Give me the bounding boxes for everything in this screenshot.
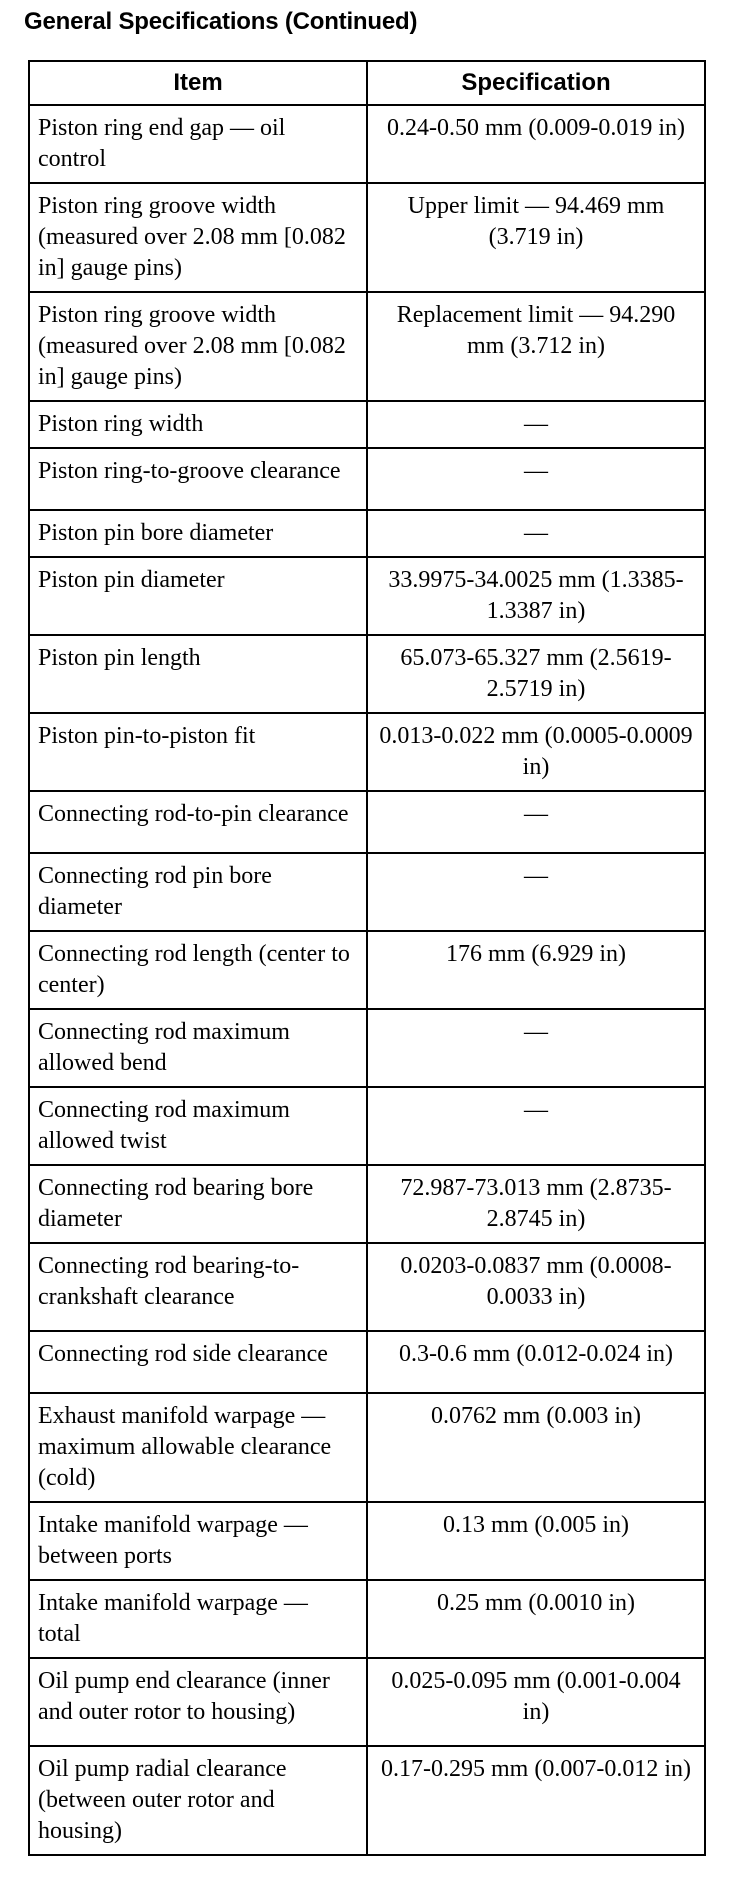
specification-cell: 0.24-0.50 mm (0.009-0.019 in)	[367, 105, 705, 183]
item-cell: Intake manifold warpage — between ports	[29, 1502, 367, 1580]
table-row	[29, 105, 705, 183]
table-row	[29, 635, 705, 713]
item-cell: Piston ring-to-groove clearance	[29, 448, 367, 510]
specification-cell: 0.0762 mm (0.003 in)	[367, 1393, 705, 1502]
table-header-row	[29, 61, 705, 105]
table-row	[29, 713, 705, 791]
table-row	[29, 1087, 705, 1165]
item-cell: Connecting rod bearing-to-crankshaft clearance	[29, 1243, 367, 1331]
item-cell: Piston ring groove width (measured over 2.08 mm [0.082 in] gauge pins)	[29, 183, 367, 292]
specification-cell: 176 mm (6.929 in)	[367, 931, 705, 1009]
specification-cell: —	[367, 853, 705, 931]
specification-cell: —	[367, 1009, 705, 1087]
specification-cell: 0.13 mm (0.005 in)	[367, 1502, 705, 1580]
item-cell: Connecting rod bearing bore diameter	[29, 1165, 367, 1243]
table-row	[29, 1331, 705, 1393]
item-cell: Oil pump end clearance (inner and outer rotor to housing)	[29, 1658, 367, 1746]
table-row	[29, 1009, 705, 1087]
item-cell: Connecting rod length (center to center)	[29, 931, 367, 1009]
table-row	[29, 557, 705, 635]
table-row	[29, 1746, 705, 1855]
specification-cell: 33.9975-34.0025 mm (1.3385-1.3387 in)	[367, 557, 705, 635]
specification-cell: 0.25 mm (0.0010 in)	[367, 1580, 705, 1658]
item-cell: Oil pump radial clearance (between outer rotor and housing)	[29, 1746, 367, 1855]
table-row	[29, 853, 705, 931]
table-row	[29, 183, 705, 292]
column-header-item: Item	[29, 61, 367, 105]
specification-cell: 72.987-73.013 mm (2.8735-2.8745 in)	[367, 1165, 705, 1243]
table-row	[29, 1658, 705, 1746]
item-cell: Intake manifold warpage — total	[29, 1580, 367, 1658]
item-cell: Piston ring groove width (measured over 2.08 mm [0.082 in] gauge pins)	[29, 292, 367, 401]
item-cell: Piston pin-to-piston fit	[29, 713, 367, 791]
table-row	[29, 292, 705, 401]
table-body	[29, 105, 705, 1855]
item-cell: Piston pin diameter	[29, 557, 367, 635]
table-row	[29, 1502, 705, 1580]
item-cell: Connecting rod side clearance	[29, 1331, 367, 1393]
item-cell: Exhaust manifold warpage — maximum allowable clearance (cold)	[29, 1393, 367, 1502]
specification-cell: 65.073-65.327 mm (2.5619-2.5719 in)	[367, 635, 705, 713]
specification-cell: —	[367, 1087, 705, 1165]
specification-cell: 0.17-0.295 mm (0.007-0.012 in)	[367, 1746, 705, 1855]
table-row	[29, 401, 705, 448]
specification-cell: 0.0203-0.0837 mm (0.0008-0.0033 in)	[367, 1243, 705, 1331]
table-row	[29, 791, 705, 853]
specification-cell: Upper limit — 94.469 mm (3.719 in)	[367, 183, 705, 292]
item-cell: Piston ring width	[29, 401, 367, 448]
table-row	[29, 1393, 705, 1502]
specifications-table	[28, 60, 706, 1856]
specification-cell: Replacement limit — 94.290 mm (3.712 in)	[367, 292, 705, 401]
specification-cell: 0.025-0.095 mm (0.001-0.004 in)	[367, 1658, 705, 1746]
item-cell: Connecting rod maximum allowed twist	[29, 1087, 367, 1165]
item-cell: Piston pin bore diameter	[29, 510, 367, 557]
column-header-specification: Specification	[367, 61, 705, 105]
item-cell: Piston pin length	[29, 635, 367, 713]
item-cell: Piston ring end gap — oil control	[29, 105, 367, 183]
specification-cell: 0.013-0.022 mm (0.0005-0.0009 in)	[367, 713, 705, 791]
item-cell: Connecting rod-to-pin clearance	[29, 791, 367, 853]
specification-cell: —	[367, 791, 705, 853]
specification-cell: —	[367, 448, 705, 510]
item-cell: Connecting rod maximum allowed bend	[29, 1009, 367, 1087]
table-row	[29, 1243, 705, 1331]
table-row	[29, 510, 705, 557]
table-row	[29, 1165, 705, 1243]
specification-cell: —	[367, 510, 705, 557]
item-cell: Connecting rod pin bore diameter	[29, 853, 367, 931]
table-row	[29, 448, 705, 510]
specification-cell: —	[367, 401, 705, 448]
table-row	[29, 931, 705, 1009]
specification-cell: 0.3-0.6 mm (0.012-0.024 in)	[367, 1331, 705, 1393]
page-title: General Specifications (Continued)	[24, 8, 418, 35]
table-row	[29, 1580, 705, 1658]
